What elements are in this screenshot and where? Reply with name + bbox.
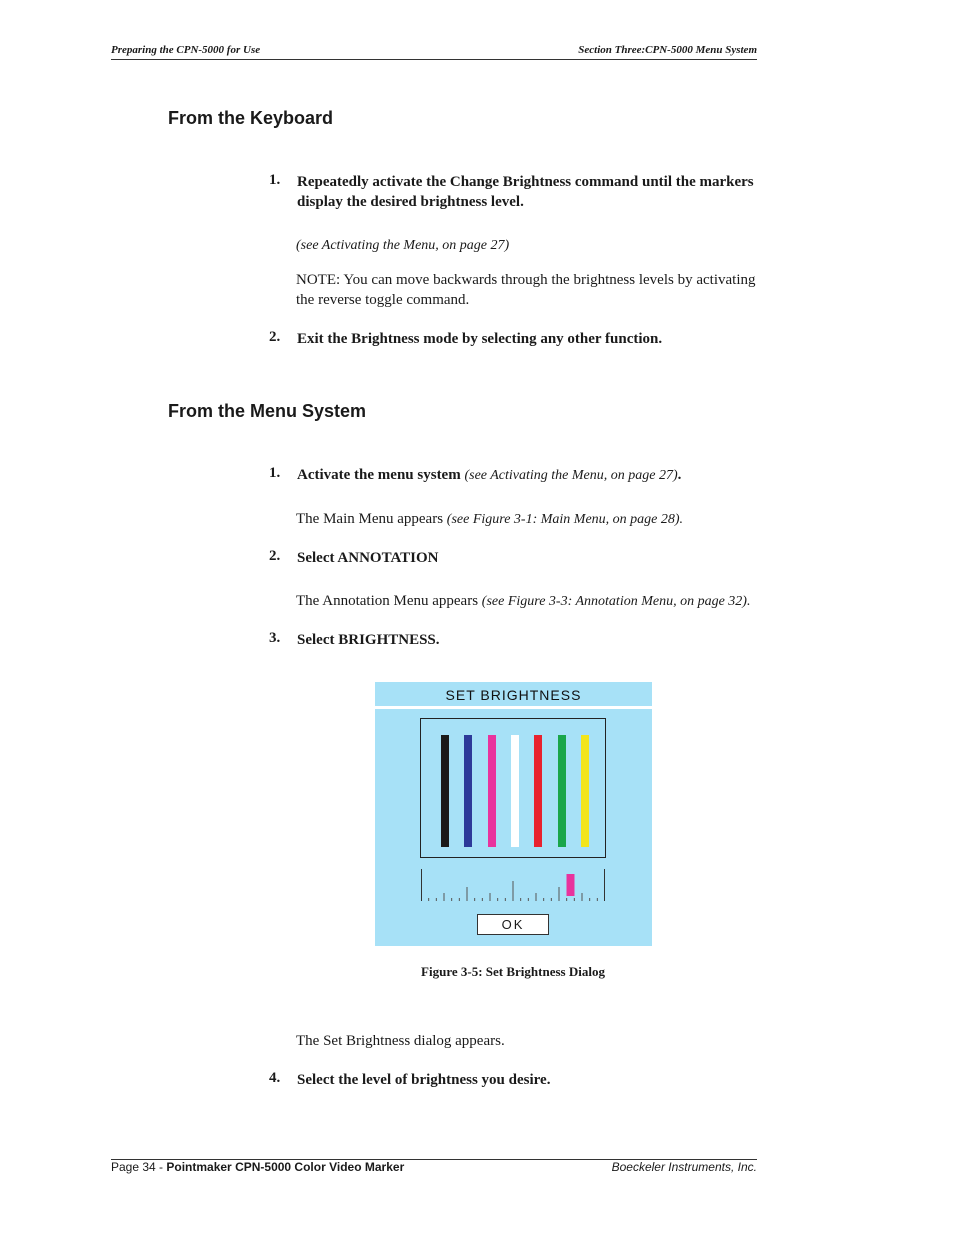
cross-reference: (see Figure 3-1: Main Menu, on page 28). — [446, 512, 684, 527]
section-title-keyboard: From the Keyboard — [168, 108, 334, 128]
header-rule — [111, 59, 757, 60]
color-bar — [534, 735, 542, 847]
step-text: Exit the Brightness mode by selecting any other function. — [297, 331, 663, 347]
note-text: NOTE: You can move backwards through the brightness levels by activating the reverse toggle command. — [296, 272, 756, 308]
step-bold-text: Activate the menu system — [297, 467, 461, 483]
step-end-punctuation: . — [677, 467, 682, 483]
color-bar — [464, 735, 472, 847]
step-text — [297, 465, 757, 486]
figure-caption: Figure 3-5: Set Brightness Dialog — [421, 964, 605, 979]
annotation-menu-note — [296, 591, 756, 612]
brightness-marker — [567, 874, 575, 896]
body-text: The Annotation Menu appears — [296, 593, 482, 609]
step-text: Select ANNOTATION — [297, 550, 439, 566]
body-text: The Main Menu appears — [296, 511, 447, 527]
color-bar — [511, 735, 519, 847]
color-bar — [581, 735, 589, 847]
step-text: Repeatedly activate the Change Brightness command until the markers display the desired brightness level. — [297, 174, 754, 210]
step-number: 4. — [269, 1070, 281, 1086]
step-number: 1. — [269, 172, 281, 188]
running-header-left: Preparing the CPN-5000 for Use — [111, 44, 261, 56]
color-bar — [441, 735, 449, 847]
ok-button[interactable]: OK — [477, 914, 549, 935]
set-brightness-dialog — [375, 682, 652, 946]
cross-reference: (see Activating the Menu, on page 27) — [464, 468, 678, 483]
step-number: 3. — [269, 630, 281, 646]
main-menu-note — [296, 509, 756, 530]
cross-reference: (see Figure 3-3: Annotation Menu, on page 32). — [481, 594, 751, 609]
step-text: Select BRIGHTNESS. — [297, 632, 440, 648]
step-number: 2. — [269, 548, 281, 564]
step-number: 2. — [269, 329, 281, 345]
company-name: Boeckeler Instruments, Inc. — [611, 1160, 757, 1174]
brightness-scale[interactable] — [421, 869, 605, 904]
color-bar — [488, 735, 496, 847]
step-number: 1. — [269, 465, 281, 481]
cross-reference: (see Activating the Menu, on page 27) — [296, 238, 510, 253]
footer-left — [111, 1160, 404, 1174]
dialog-appears-text: The Set Brightness dialog appears. — [296, 1033, 505, 1049]
step-text: Select the level of brightness you desire. — [297, 1072, 551, 1088]
product-name: Pointmaker CPN-5000 Color Video Marker — [166, 1160, 405, 1174]
color-bar — [558, 735, 566, 847]
page-number: Page 34 - — [111, 1160, 167, 1174]
running-header-right: Section Three:CPN-5000 Menu System — [578, 44, 757, 56]
color-bars-panel — [420, 718, 606, 858]
section-title-menu-system: From the Menu System — [168, 401, 367, 421]
dialog-title: SET BRIGHTNESS — [375, 682, 652, 709]
